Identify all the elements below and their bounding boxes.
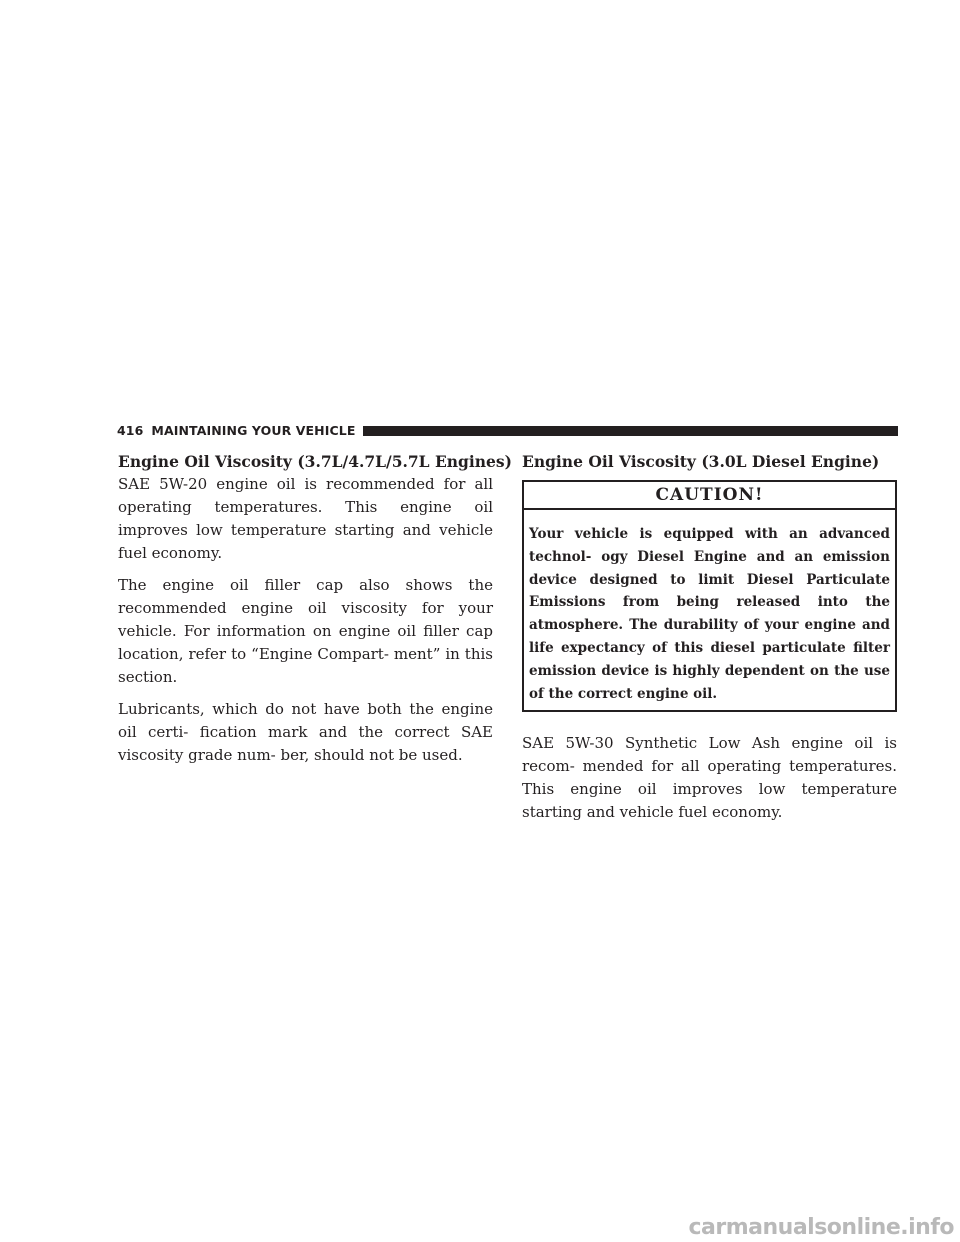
page-number: 416 [117,422,144,438]
caution-body: Your vehicle is equipped with an advanced technol- ogy Diesel Engine and an emission device designed to limit Diesel Particulate Emissions from being released into the atmosphere. The durability of your engine and life expectancy of this diesel particulate filter emission device is highly dependent on the use of the correct engine oil. [529,526,890,702]
paragraph-sae-5w30: SAE 5W-30 Synthetic Low Ash engine oil is recom- mended for all operating temperatures. This engine oil improves low temperature starting and vehicle fuel economy. [522,734,897,822]
watermark: carmanualsonline.info [688,1214,954,1240]
paragraph-sae-5w20: SAE 5W-20 engine oil is recommended for all operating temperatures. This engine oil improves low temperature starting and vehicle fuel economy. [118,475,493,562]
header-rule [363,426,898,436]
caution-box [522,480,897,712]
caution-title: CAUTION! [524,482,895,510]
engine-oil-viscosity-heading-gas: Engine Oil Viscosity (3.7L/4.7L/5.7L Engines) [118,452,512,471]
engine-oil-viscosity-heading-diesel: Engine Oil Viscosity (3.0L Diesel Engine) [522,452,880,471]
section-title: MAINTAINING YOUR VEHICLE [151,422,356,438]
paragraph-filler-cap: The engine oil filler cap also shows the recommended engine oil viscosity for your vehicle. For information on engine oil filler cap location, refer to “Engine Compart- ment” in this section. [118,576,493,686]
right-column [522,450,897,824]
page-header [117,421,898,439]
left-column [118,450,512,767]
paragraph-lubricants: Lubricants, which do not have both the engine oil certi- fication mark and the correct SAE viscosity grade num- ber, should not be used. [118,700,493,764]
